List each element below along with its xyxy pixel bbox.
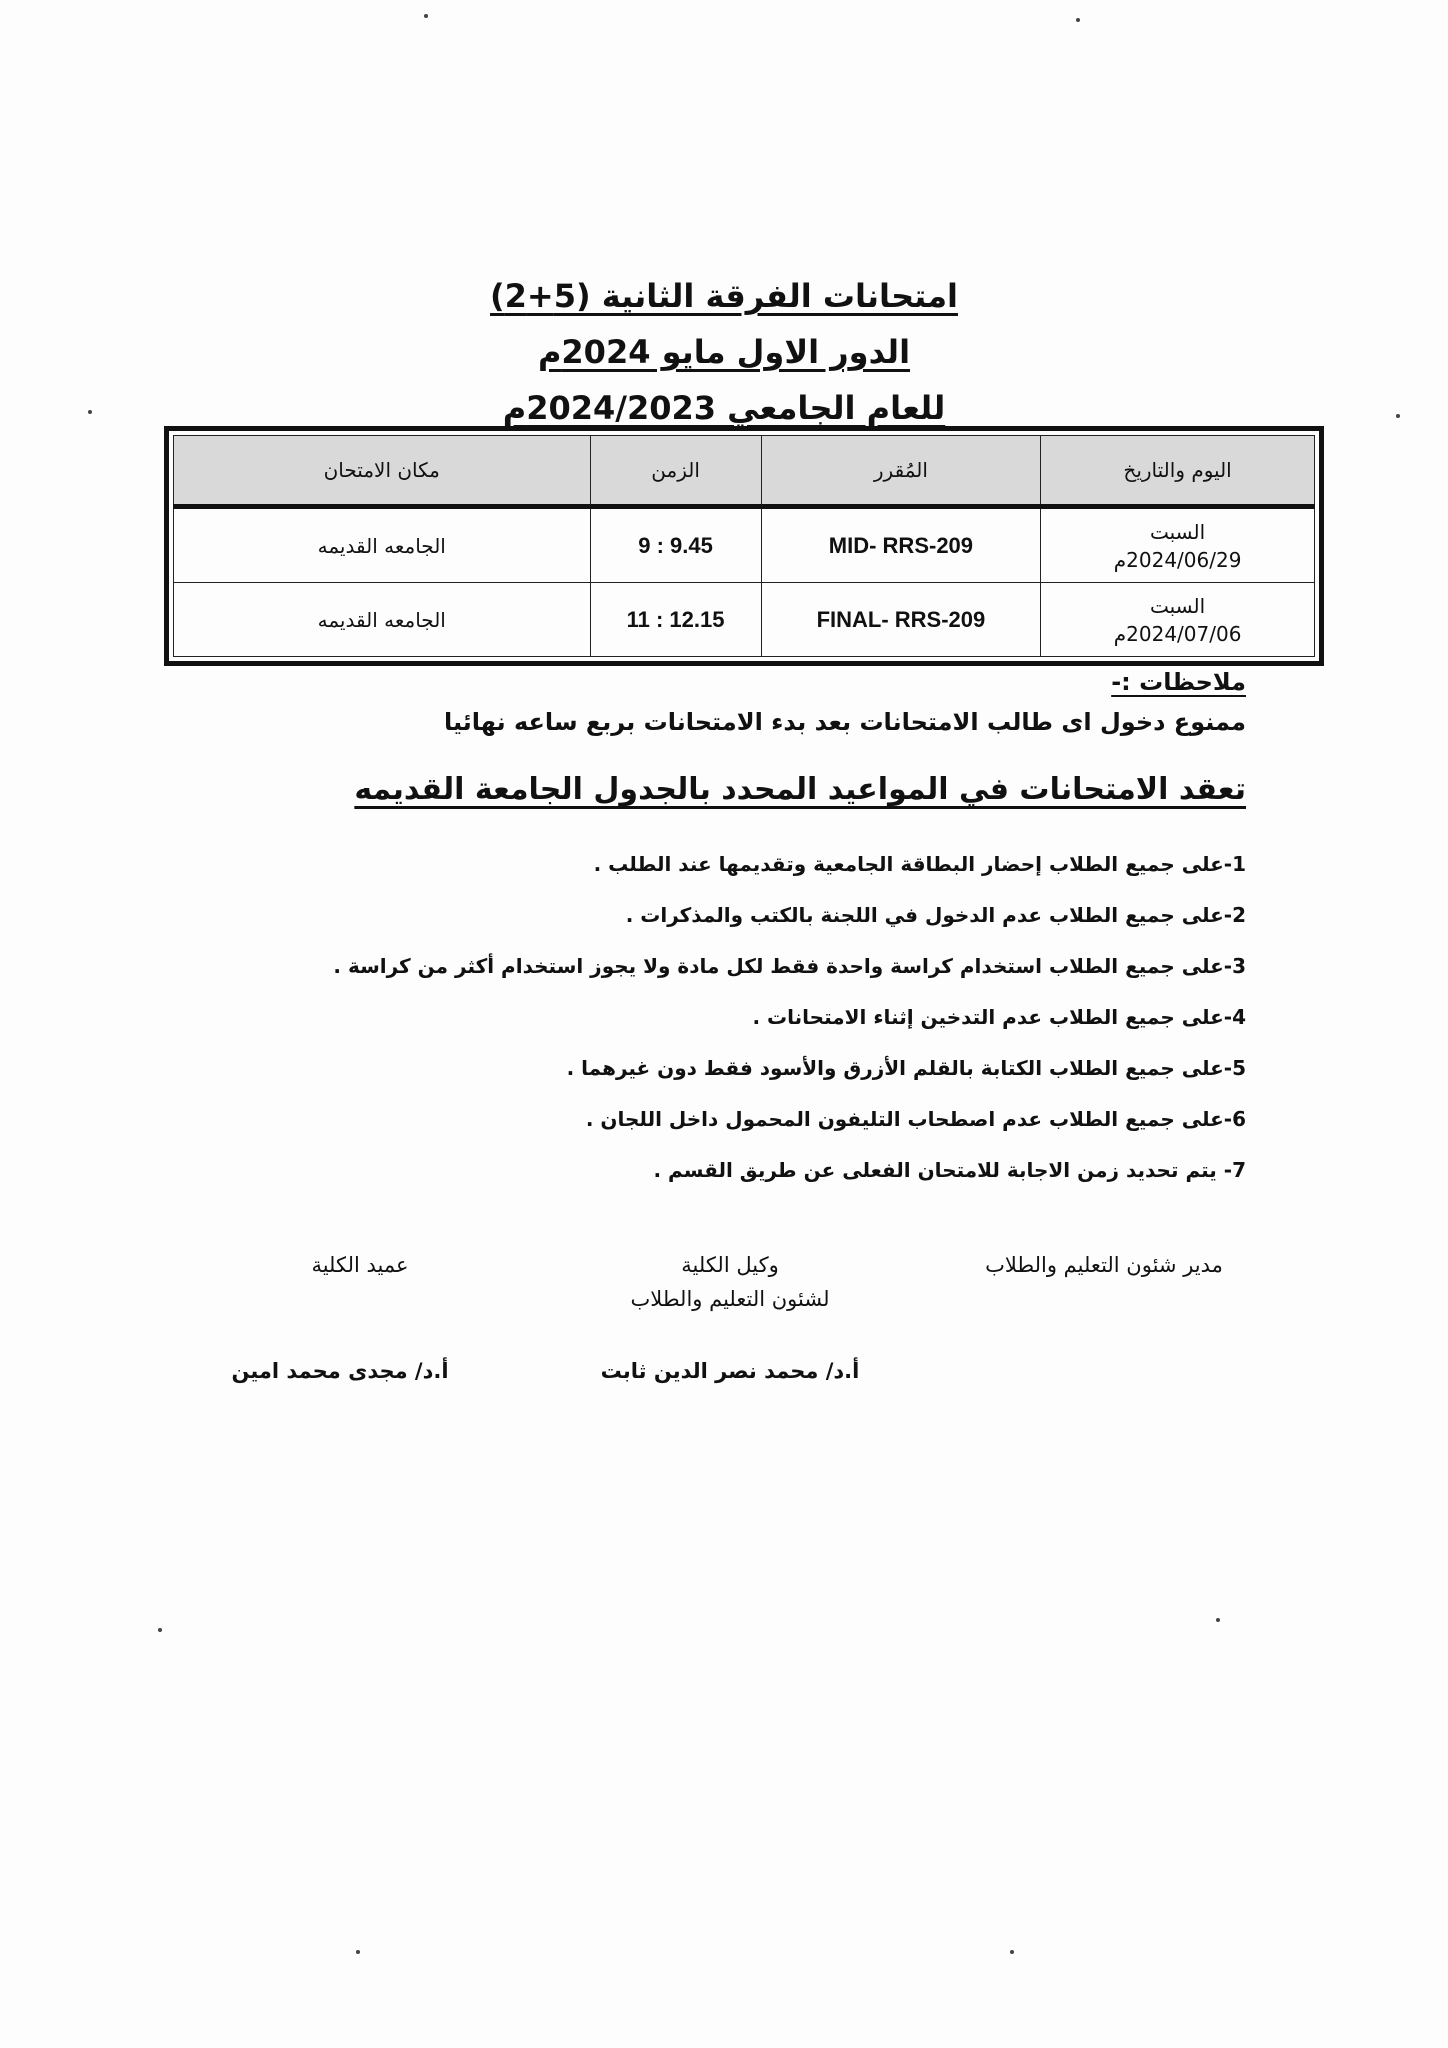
vice-dean-subtitle: لشئون التعليم والطلاب bbox=[630, 1287, 830, 1311]
vice-dean-name: أ.د/ محمد نصر الدين ثابت bbox=[600, 1359, 860, 1383]
document-title bbox=[0, 268, 1448, 436]
table-header-row bbox=[174, 436, 1315, 507]
title-line-1: امتحانات الفرقة الثانية (5+2) bbox=[490, 277, 958, 315]
list-item: 7- يتم تحديد زمن الاجابة للامتحان الفعلى عن طريق القسم . bbox=[653, 1158, 1246, 1182]
table-row bbox=[174, 507, 1315, 583]
header-course: المُقرر bbox=[761, 436, 1041, 507]
table-row bbox=[174, 583, 1315, 657]
cell-day: السبت bbox=[1150, 519, 1206, 544]
rules-list bbox=[246, 848, 1246, 1205]
cell-location: الجامعه القديمه bbox=[174, 507, 591, 583]
signature-director bbox=[944, 1248, 1264, 1282]
scan-speck bbox=[356, 1950, 360, 1954]
scan-speck bbox=[1010, 1950, 1014, 1954]
scan-speck bbox=[1216, 1618, 1220, 1622]
scan-speck bbox=[424, 14, 428, 18]
list-item: 6-على جميع الطلاب عدم اصطحاب التليفون المحمول داخل اللجان . bbox=[585, 1107, 1246, 1131]
notes-heading: ملاحظات :- bbox=[1111, 668, 1246, 696]
list-item: 5-على جميع الطلاب الكتابة بالقلم الأزرق والأسود فقط دون غيرهما . bbox=[566, 1056, 1246, 1080]
list-item: 1-على جميع الطلاب إحضار البطاقة الجامعية وتقديمها عند الطلب . bbox=[593, 852, 1246, 876]
vice-dean-title: وكيل الكلية bbox=[681, 1253, 779, 1277]
cell-day-date bbox=[1041, 583, 1315, 657]
cell-course: FINAL- RRS-209 bbox=[761, 583, 1041, 657]
dean-title: عميد الكلية bbox=[311, 1253, 409, 1277]
cell-course: MID- RRS-209 bbox=[761, 507, 1041, 583]
list-item: 2-على جميع الطلاب عدم الدخول في اللجنة بالكتب والمذكرات . bbox=[625, 903, 1246, 927]
header-time: الزمن bbox=[590, 436, 761, 507]
signature-dean bbox=[190, 1248, 490, 1388]
cell-location: الجامعه القديمه bbox=[174, 583, 591, 657]
list-item: 4-على جميع الطلاب عدم التدخين إثناء الامتحانات . bbox=[752, 1005, 1246, 1029]
exam-location-notice: تعقد الامتحانات في المواعيد المحدد بالجدول الجامعة القديمه bbox=[354, 772, 1246, 807]
director-title: مدير شئون التعليم والطلاب bbox=[985, 1253, 1223, 1277]
cell-date: 2024/06/29م bbox=[1113, 547, 1242, 572]
list-item: 3-على جميع الطلاب استخدام كراسة واحدة فقط لكل مادة ولا يجوز استخدام أكثر من كراسة . bbox=[333, 954, 1246, 978]
header-location: مكان الامتحان bbox=[174, 436, 591, 507]
dean-name: أ.د/ مجدى محمد امين bbox=[231, 1359, 449, 1383]
late-entry-warning: ممنوع دخول اى طالب الامتحانات بعد بدء الامتحانات بربع ساعه نهائيا bbox=[443, 708, 1246, 736]
title-line-2: الدور الاول مايو 2024م bbox=[537, 333, 911, 371]
signature-vice-dean bbox=[560, 1248, 900, 1388]
exam-schedule-table-frame bbox=[164, 426, 1324, 666]
cell-time: 9 : 9.45 bbox=[590, 507, 761, 583]
cell-time: 11 : 12.15 bbox=[590, 583, 761, 657]
scan-speck bbox=[158, 1628, 162, 1632]
scan-speck bbox=[1076, 18, 1080, 22]
title-line-3: للعام الجامعي 2024/2023م bbox=[502, 389, 946, 427]
header-day-date: اليوم والتاريخ bbox=[1041, 436, 1315, 507]
cell-date: 2024/07/06م bbox=[1113, 621, 1242, 646]
exam-schedule-table bbox=[173, 435, 1315, 657]
cell-day-date bbox=[1041, 507, 1315, 583]
cell-day: السبت bbox=[1150, 593, 1206, 618]
